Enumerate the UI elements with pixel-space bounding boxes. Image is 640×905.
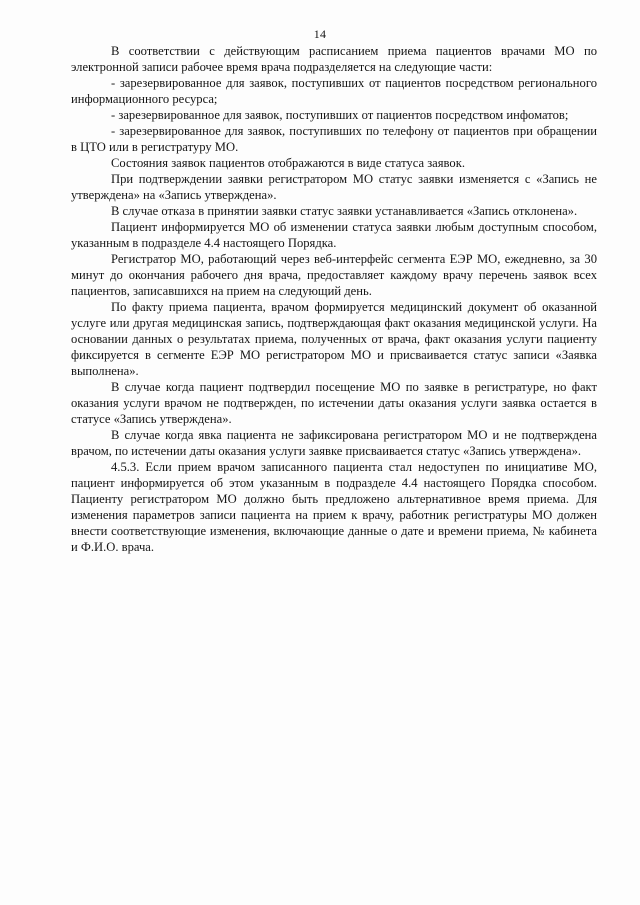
paragraph-visit-confirmed: В случае когда пациент подтвердил посещение МО по заявке в регистратуре, но факт оказания услуги врачом не подтвержден, по истечении даты оказания услуги заявка остается в статусе «Запись утверждена». [71,380,597,426]
paragraph-schedule-intro: В соответствии с действующим расписанием приема пациентов врачами МО по электронной записи рабочее время врача подразделяется на следующие части: [71,44,597,74]
paragraph-request-states: Состояния заявок пациентов отображаются в виде статуса заявок. [111,156,465,170]
paragraph-confirmation: При подтверждении заявки регистратором МО статус заявки изменяется с «Запись не утверждена» на «Запись утверждена». [71,172,597,202]
paragraph-reserved-infomats: - зарезервированное для заявок, поступивших от пациентов посредством инфоматов; [111,108,569,122]
page-number: 14 [313,27,327,41]
paragraph-patient-informed: Пациент информируется МО об изменении статуса заявки любым доступным способом, указанным в подразделе 4.4 настоящего Порядка. [71,220,597,250]
paragraph-rejection: В случае отказа в принятии заявки статус заявки устанавливается «Запись отклонена». [111,204,578,218]
paragraph-section-4-5-3: 4.5.3. Если прием врачом записанного пациента стал недоступен по инициативе МО, пациент информируется об этом указанным в подразделе 4.4 настоящего Порядка способом. Пациенту регистратором МО должно быть предложено альтернативное время приема. Для изменения параметров записи пациента на прием к врачу, работник регистратуры МО должен внести соответствующие изменения, включающие данные о дате и времени приема, № кабинета и Ф.И.О. врача. [71,460,597,554]
document-body [71,43,597,555]
paragraph-reserved-phone: - зарезервированное для заявок, поступивших по телефону от пациентов при обращении в ЦТО или в регистратуру МО. [71,124,597,154]
paragraph-service-fact: По факту приема пациента, врачом формируется медицинский документ об оказанной услуге или другая медицинская запись, подтверждающая факт оказания медицинской услуги. На основании данных о результатах приема, полученных от врача, факт оказания услуги пациенту фиксируется в сегменте ЕЭР МО регистратором МО и присваивается статус записи «Заявка выполнена». [71,300,597,378]
paragraph-no-show: В случае когда явка пациента не зафиксирована регистратором МО и не подтверждена врачом, по истечении даты оказания услуги заявке присваивается статус «Запись утверждена». [71,428,597,458]
paragraph-reserved-regional: - зарезервированное для заявок, поступивших от пациентов посредством регионального информационного ресурса; [71,76,597,106]
paragraph-registrar-list: Регистратор МО, работающий через веб-интерфейс сегмента ЕЭР МО, ежедневно, за 30 минут до окончания рабочего дня врача, предоставляет каждому врачу перечень заявок всех пациентов, записавшихся на прием на следующий день. [71,252,597,298]
